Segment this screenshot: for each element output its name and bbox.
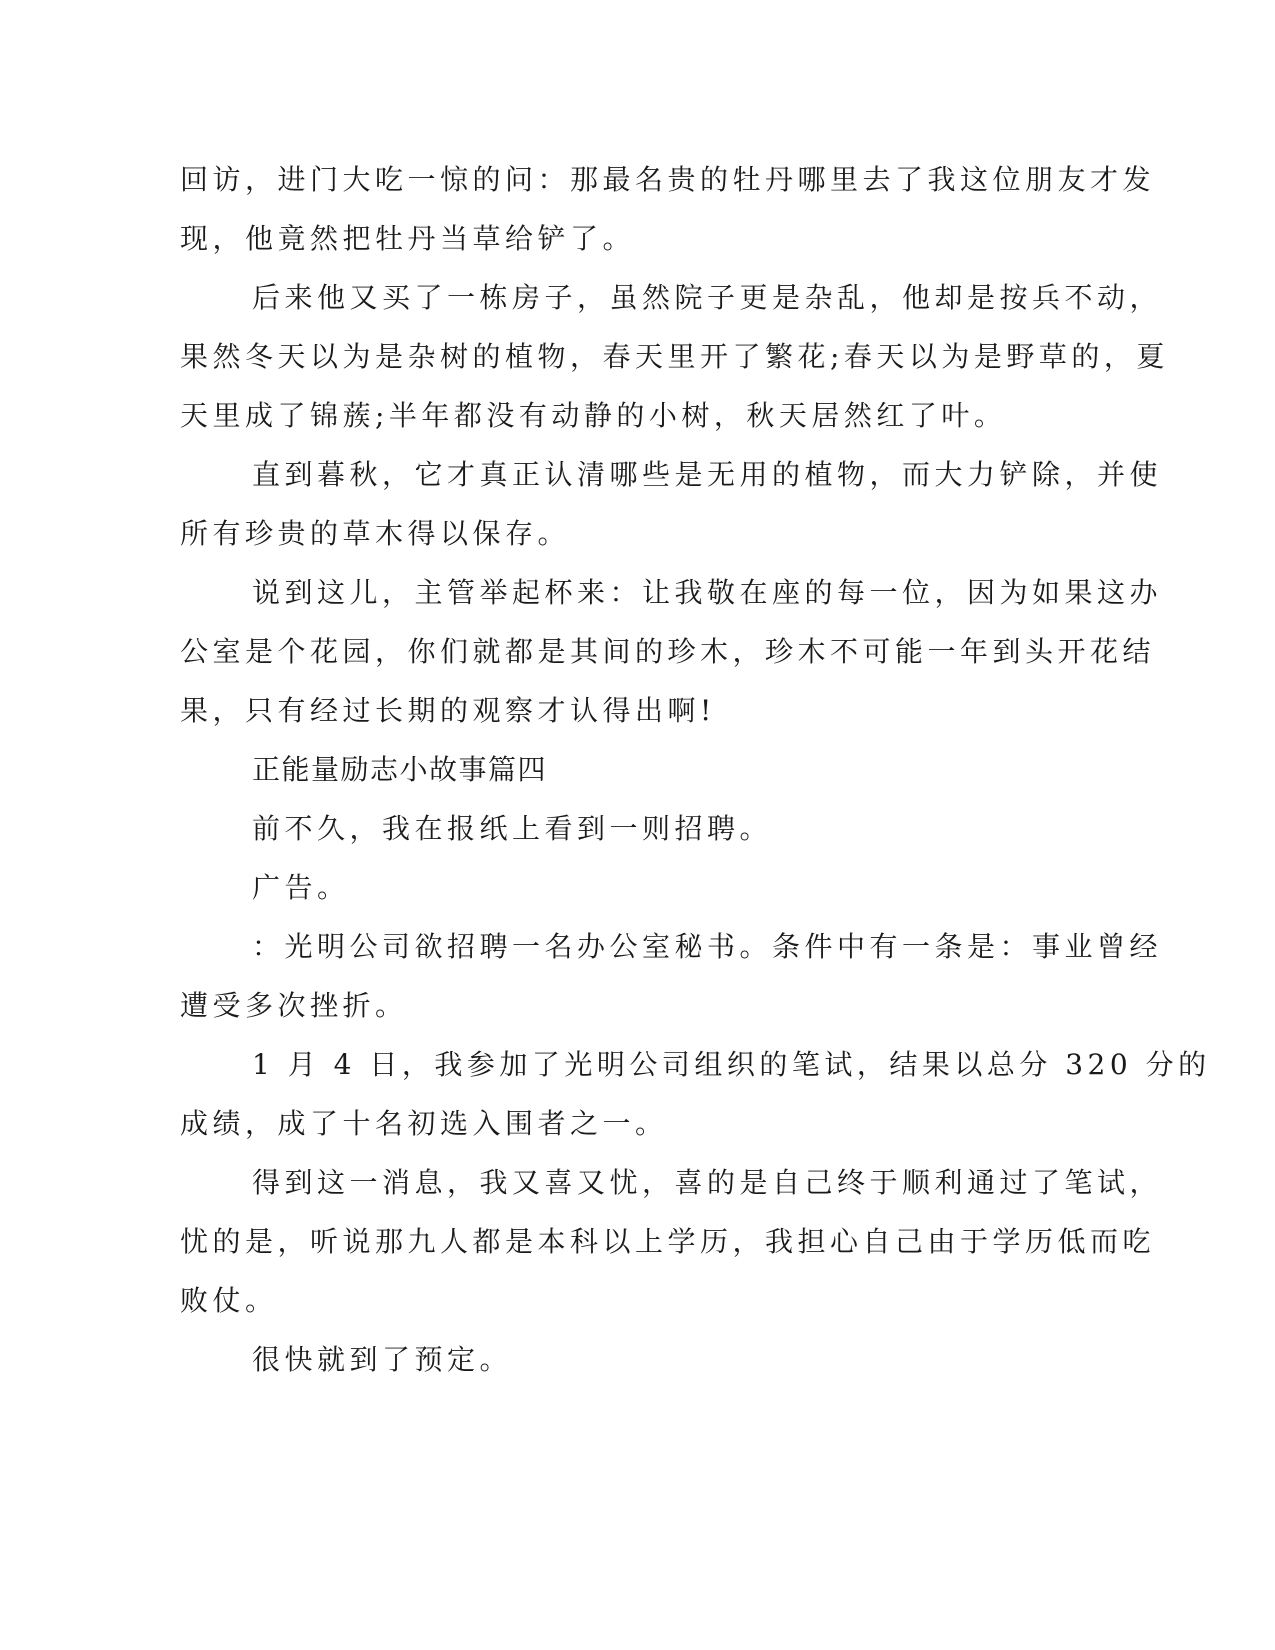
paragraph-start-line-8: 说到这儿，主管举起杯来：让我敬在座的每一位，因为如果这办	[252, 576, 1163, 609]
paragraph-start-line-12: 前不久，我在报纸上看到一则招聘。	[252, 812, 773, 845]
paragraph-start-line-13: 广告。	[252, 871, 350, 904]
text-line-9: 公室是个花园，你们就都是其间的珍木，珍木不可能一年到头开花结	[180, 635, 1156, 668]
section-heading: 正能量励志小故事篇四	[252, 753, 548, 786]
text-line-19: 忧的是，听说那九人都是本科以上学历，我担心自己由于学历低而吃	[180, 1225, 1156, 1258]
paragraph-start-line-14: ：光明公司欲招聘一名办公室秘书。条件中有一条是：事业曾经	[252, 930, 1163, 963]
text-line-17: 成绩，成了十名初选入围者之一。	[180, 1107, 668, 1140]
text-line-1: 回访，进门大吃一惊的问：那最名贵的牡丹哪里去了我这位朋友才发	[180, 163, 1156, 196]
text-line-2: 现，他竟然把牡丹当草给铲了。	[180, 222, 636, 255]
paragraph-start-line-3: 后来他又买了一栋房子，虽然院子更是杂乱，他却是按兵不动，	[252, 281, 1163, 314]
paragraph-start-line-16: 1 月 4 日，我参加了光明公司组织的笔试，结果以总分 320 分的	[252, 1048, 1211, 1081]
text-line-5: 天里成了锦蔟;半年都没有动静的小树，秋天居然红了叶。	[180, 399, 1007, 432]
paragraph-start-line-21: 很快就到了预定。	[252, 1343, 513, 1376]
text-line-4: 果然冬天以为是杂树的植物，春天里开了繁花;春天以为是野草的，夏	[180, 340, 1169, 373]
text-line-15: 遭受多次挫折。	[180, 989, 408, 1022]
text-line-7: 所有珍贵的草木得以保存。	[180, 517, 571, 550]
paragraph-start-line-18: 得到这一消息，我又喜又忧，喜的是自己终于顺利通过了笔试，	[252, 1166, 1163, 1199]
text-line-10: 果，只有经过长期的观察才认得出啊!	[180, 694, 716, 727]
paragraph-start-line-6: 直到暮秋，它才真正认清哪些是无用的植物，而大力铲除，并使	[252, 458, 1163, 491]
text-line-20: 败仗。	[180, 1284, 278, 1317]
